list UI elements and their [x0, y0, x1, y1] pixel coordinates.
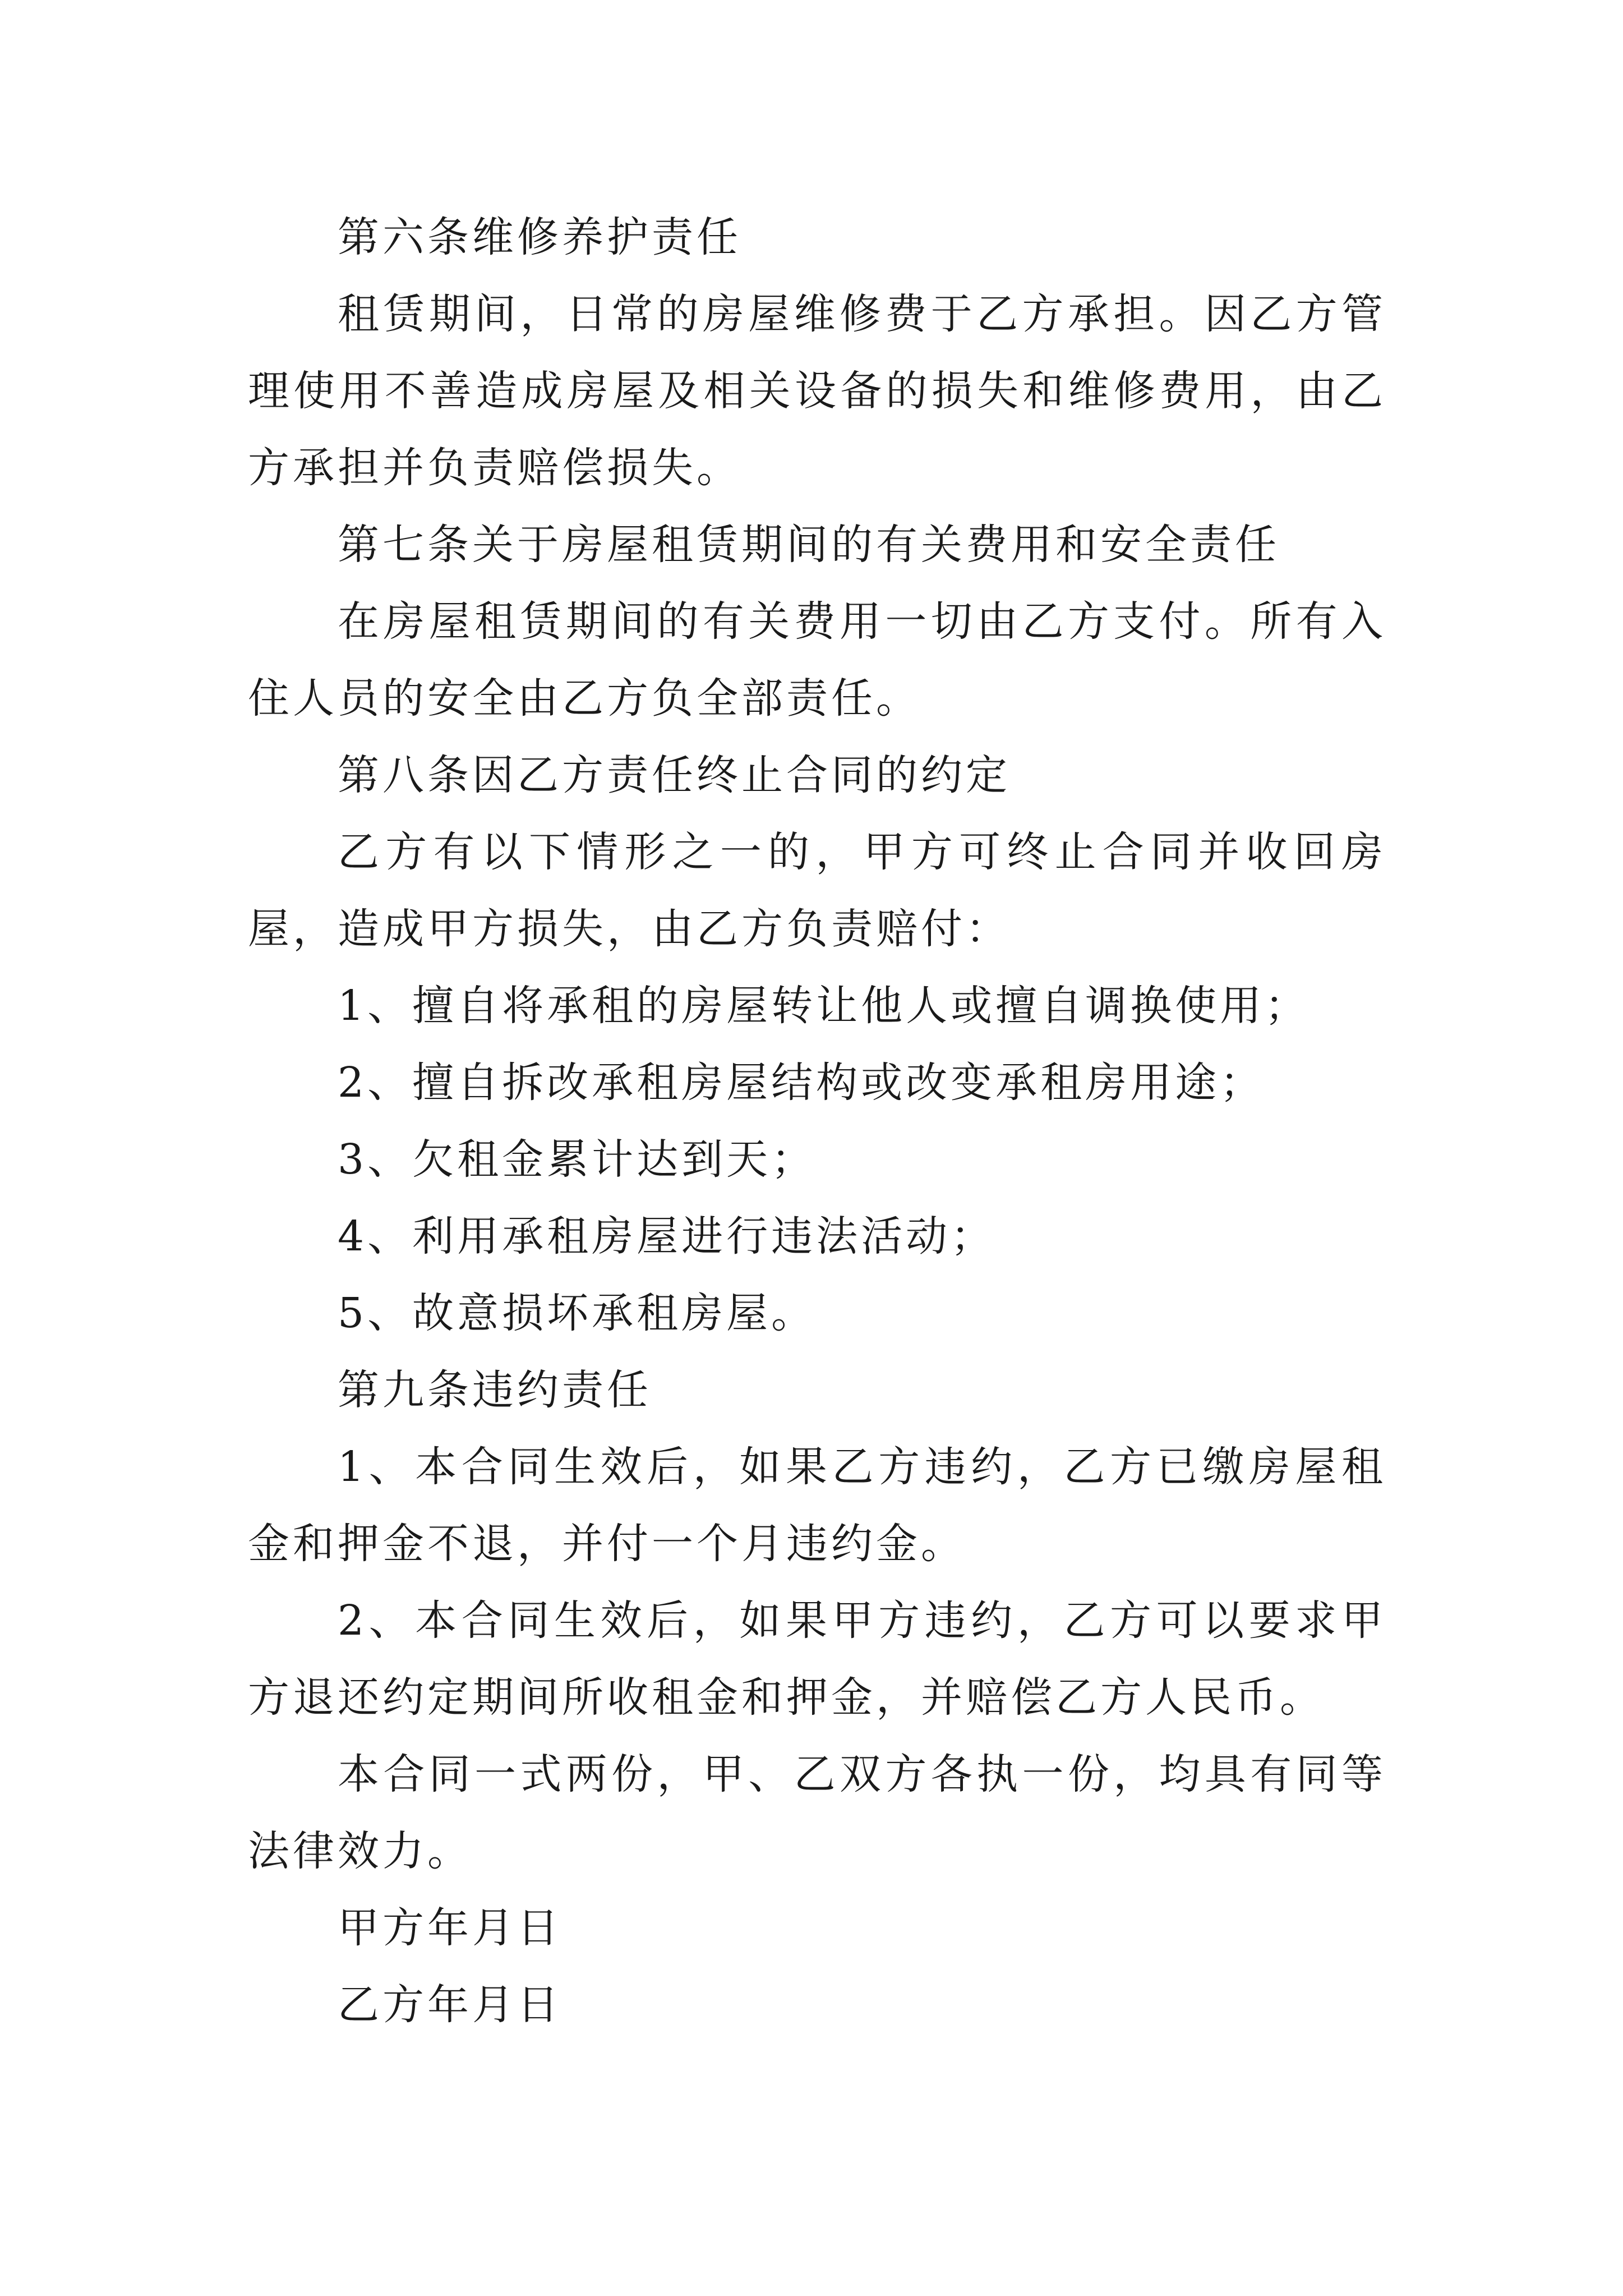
clause-6-text: 租赁期间，日常的房屋维修费于乙方承担。因乙方管理使用不善造成房屋及相关设备的损失和维修费用，由乙方承担并负责赔偿损失。	[248, 290, 1386, 492]
clause-6-heading: 第六条维修养护责任	[338, 213, 741, 261]
clause-8-item-2: 2、擅自拆改承租房屋结构或改变承租房用途；	[338, 1059, 1265, 1107]
clause-7-heading: 第七条关于房屋租赁期间的有关费用和安全责任	[338, 521, 1280, 569]
clause-8-item-1: 1、擅自将承租的房屋转让他人或擅自调换使用；	[338, 982, 1310, 1030]
clause-9-item-1: 1、本合同生效后，如果乙方违约，乙方已缴房屋租金和押金不退，并付一个月违约金。	[248, 1443, 1386, 1568]
party-a-signature-line: 甲方年月日	[338, 1904, 562, 1952]
party-b-signature-line: 乙方年月日	[338, 1981, 562, 2029]
clause-8-item-5: 5、故意损坏承租房屋。	[338, 1289, 817, 1337]
clause-9-item-2: 2、本合同生效后，如果甲方违约，乙方可以要求甲方退还约定期间所收租金和押金，并赔偿乙方人民币。	[248, 1596, 1386, 1722]
document-body	[248, 199, 1386, 2044]
clause-9-heading: 第九条违约责任	[338, 1366, 652, 1414]
clause-7-text: 在房屋租赁期间的有关费用一切由乙方支付。所有入住人员的安全由乙方负全部责任。	[248, 597, 1386, 723]
clause-8-heading: 第八条因乙方责任终止合同的约定	[338, 751, 1011, 799]
clause-8-item-4: 4、利用承租房屋进行违法活动；	[338, 1212, 996, 1260]
clause-8-text: 乙方有以下情形之一的，甲方可终止合同并收回房屋，造成甲方损失，由乙方负责赔付：	[248, 828, 1386, 953]
copies-statement: 本合同一式两份，甲、乙双方各执一份，均具有同等法律效力。	[248, 1750, 1386, 1875]
clause-8-item-3: 3、欠租金累计达到天；	[338, 1135, 817, 1184]
